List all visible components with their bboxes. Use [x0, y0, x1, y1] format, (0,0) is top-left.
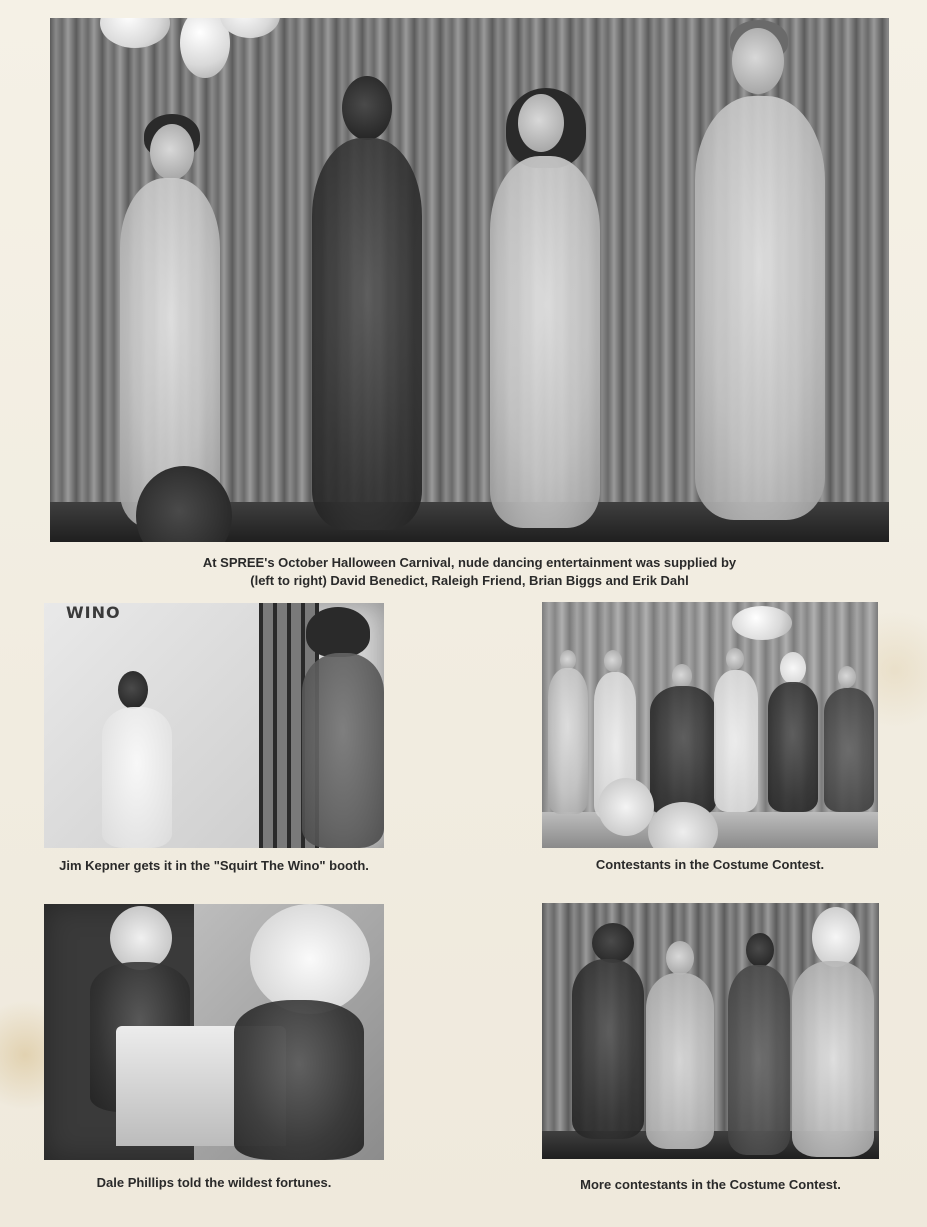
wino-head	[118, 671, 148, 709]
dancer-head	[342, 76, 392, 140]
contestant-head	[812, 907, 860, 967]
contestant-head	[746, 933, 774, 967]
balloon	[732, 606, 792, 640]
contestant	[646, 973, 714, 1149]
client-headdress	[250, 904, 370, 1014]
contestant	[572, 959, 644, 1139]
fortune-teller-head	[110, 906, 172, 970]
photo-fortune-teller	[44, 904, 384, 1160]
dancer-3	[490, 156, 600, 528]
client	[234, 1000, 364, 1160]
dancer-head	[150, 124, 194, 180]
caption-photo4: Dale Phillips told the wildest fortunes.	[96, 1175, 332, 1190]
caption-photo2: Jim Kepner gets it in the "Squirt The Wino" booth.	[59, 858, 369, 873]
dancer-head	[518, 94, 564, 152]
dancer-4	[695, 96, 825, 520]
contestant-head	[560, 650, 576, 670]
contestant	[824, 688, 874, 812]
contestant-head	[780, 652, 806, 684]
photo-squirt-the-wino	[44, 603, 384, 848]
contestant-head	[666, 941, 694, 975]
contestant	[728, 965, 790, 1155]
photo-costume-contest	[542, 602, 878, 848]
contestant-head	[838, 666, 856, 688]
contestant	[792, 961, 874, 1157]
photo-nude-dancers	[50, 18, 889, 542]
contestant-head	[604, 650, 622, 672]
contestant-head	[672, 664, 692, 688]
dancer-2	[312, 138, 422, 530]
wino-sign: WINO	[66, 603, 121, 622]
thrower-figure	[302, 653, 384, 848]
caption-top	[50, 554, 889, 590]
caption-photo3: Contestants in the Costume Contest.	[595, 857, 825, 872]
contestant	[768, 682, 818, 812]
caption-top-line2: (left to right) David Benedict, Raleigh Friend, Brian Biggs and Erik Dahl	[250, 573, 689, 588]
wino-figure	[102, 707, 172, 848]
caption-photo5: More contestants in the Costume Contest.	[580, 1177, 841, 1192]
contestant-head	[592, 923, 634, 963]
contestant-head	[726, 648, 744, 670]
caption-top-line1: At SPREE's October Halloween Carnival, nude dancing entertainment was supplied by	[202, 555, 737, 570]
contestant	[714, 670, 758, 812]
photo-more-contestants	[542, 903, 879, 1159]
dancer-head	[732, 28, 784, 94]
audience-head	[598, 778, 654, 836]
contestant	[650, 686, 716, 816]
contestant	[548, 668, 588, 814]
thrower-hair	[306, 607, 370, 657]
